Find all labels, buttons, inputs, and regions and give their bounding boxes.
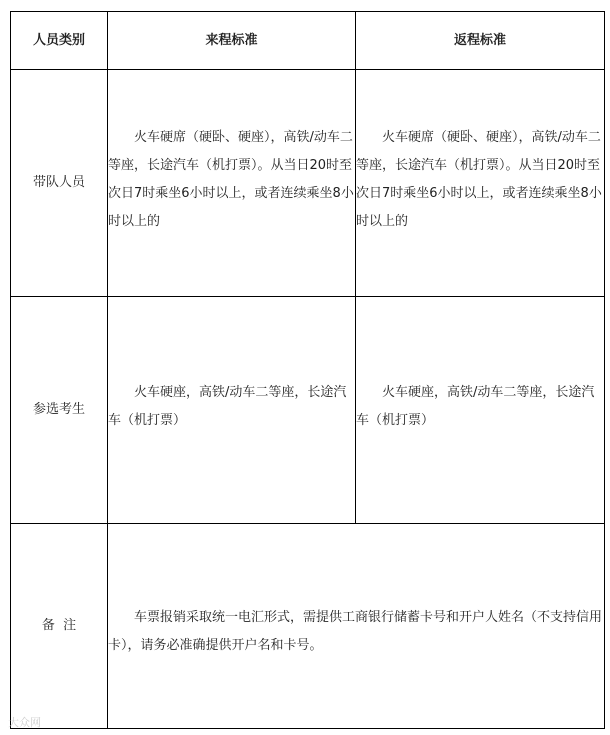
outbound-text: 火车硬座，高铁/动车二等座，长途汽车（机打票） <box>108 385 347 428</box>
category-cell: 参选考生 <box>11 297 108 524</box>
return-text: 火车硬席（硬卧、硬座），高铁/动车二等座，长途汽车（机打票）。从当日20时至次日7时乘坐6小时以上，或者连续乘坐8小时以上的 <box>356 130 602 229</box>
remark-text: 车票报销采取统一电汇形式，需提供工商银行储蓄卡号和开户人姓名（不支持信用卡），请务必准确提供开户名和卡号。 <box>108 610 603 653</box>
return-cell <box>356 70 605 297</box>
remark-label: 备 注 <box>11 524 108 729</box>
category-cell: 带队人员 <box>11 70 108 297</box>
remark-row <box>11 524 605 729</box>
header-category: 人员类别 <box>11 12 108 70</box>
outbound-text: 火车硬席（硬卧、硬座），高铁/动车二等座，长途汽车（机打票）。从当日20时至次日7时乘坐6小时以上，或者连续乘坐8小时以上的 <box>108 130 354 229</box>
outbound-cell <box>108 70 356 297</box>
header-return: 返程标准 <box>356 12 605 70</box>
remark-cell <box>108 524 605 729</box>
header-outbound: 来程标准 <box>108 12 356 70</box>
outbound-cell <box>108 297 356 524</box>
travel-standards-table <box>10 11 605 729</box>
return-text: 火车硬座，高铁/动车二等座，长途汽车（机打票） <box>356 385 595 428</box>
table-header-row <box>11 12 605 70</box>
return-cell <box>356 297 605 524</box>
table-row <box>11 297 605 524</box>
watermark: 大众网 <box>8 716 41 729</box>
table-row <box>11 70 605 297</box>
